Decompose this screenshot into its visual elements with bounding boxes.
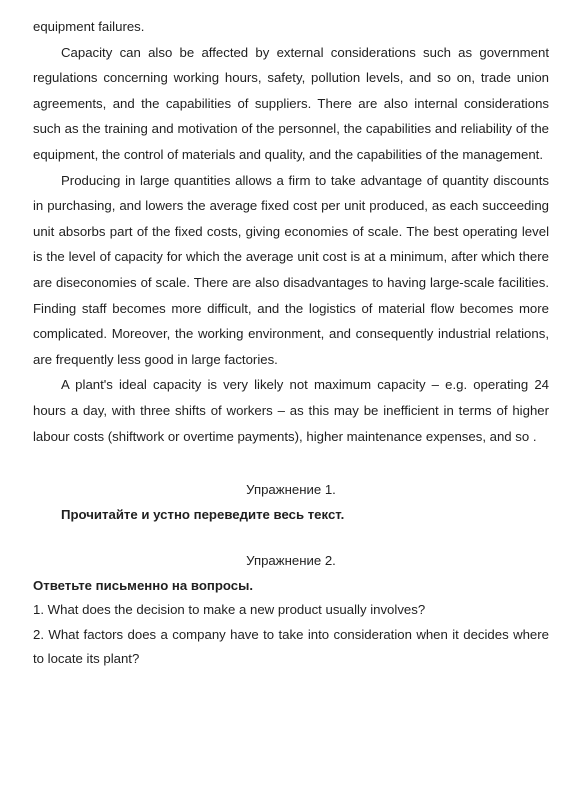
document-page xyxy=(33,14,549,672)
paragraph-capacity-considerations: Capacity can also be affected by external considerations such as government regulations concerning working hours, safety, pollution levels, and so on, trade union agreements, and the capabilities of suppliers. There are also internal considerations such as the training and motivation of the personnel, the capabilities and reliability of the equipment, the control of materials and quality, and the capabilities of the management. xyxy=(33,44,549,162)
paragraph-continuation: equipment failures. xyxy=(33,19,145,34)
exercise-2-title: Упражнение 2. xyxy=(246,553,336,569)
question-2: 2. What factors does a company have to take into consideration when it decides where to locate its plant? xyxy=(33,626,549,667)
exercise-1-instruction: Прочитайте и устно переведите весь текст. xyxy=(61,507,345,523)
question-1: 1. What does the decision to make a new product usually involves? xyxy=(33,602,426,618)
section-spacer xyxy=(33,449,549,477)
exercise-2-instruction: Ответьте письменно на вопросы. xyxy=(33,578,254,594)
section-spacer xyxy=(33,527,549,548)
paragraph-economies-of-scale: Producing in large quantities allows a firm to take advantage of quantity discounts in purchasing, and lowers the average fixed cost per unit produced, as each succeeding unit absorbs part of the fixed costs, giving economies of scale. The best operating level is the level of capacity for which the average unit cost is at a minimum, after which there are diseconomies of scale. There are also disadvantages to having large-scale facilities. Finding staff becomes more difficult, and the logistics of material flow becomes more complicated. Moreover, the working environment, and consequently industrial relations, are frequently less good in large factories. xyxy=(33,172,549,367)
exercise-1-title: Упражнение 1. xyxy=(246,482,336,498)
paragraph-ideal-capacity: A plant's ideal capacity is very likely not maximum capacity – e.g. operating 24 hours a day, with three shifts of workers – as this may be inefficient in terms of higher labour costs (shiftwork or overtime payments), higher maintenance expenses, and so . xyxy=(33,377,549,444)
